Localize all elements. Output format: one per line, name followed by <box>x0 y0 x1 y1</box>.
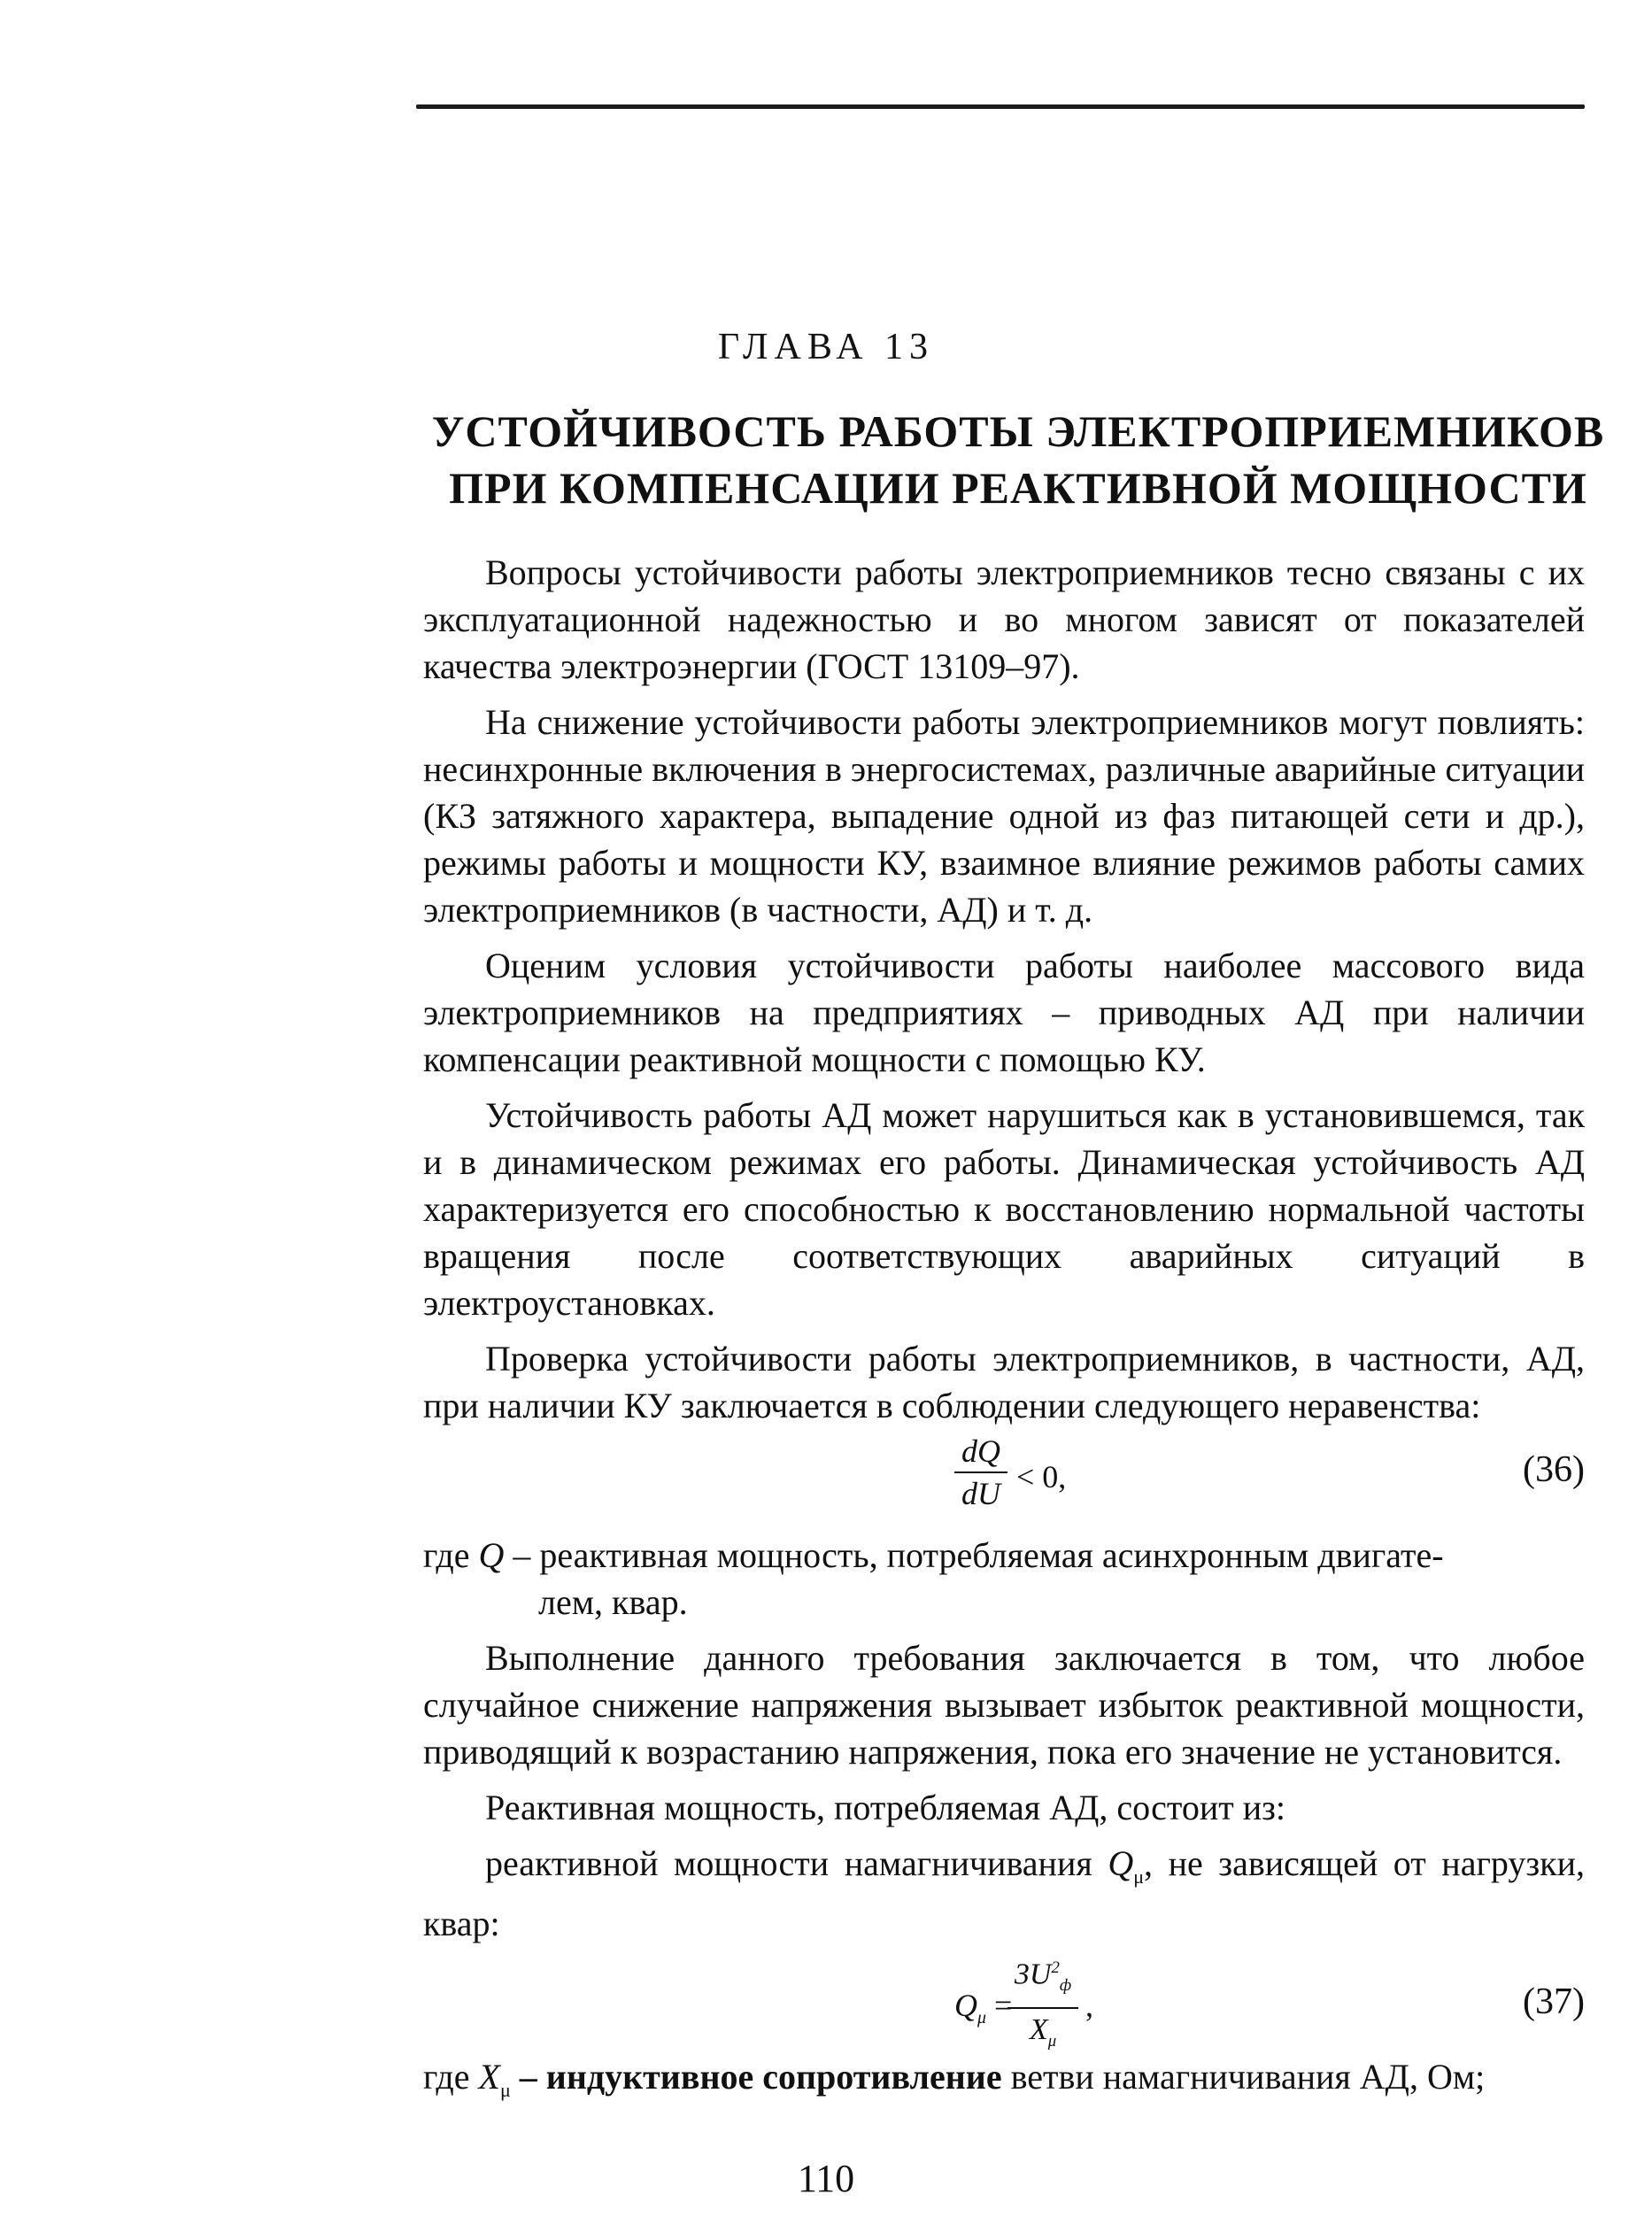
where-37-symbol: X <box>478 2057 500 2097</box>
q-mu-symbol: Q <box>1108 1843 1134 1883</box>
equation-36-fraction <box>954 1433 1007 1512</box>
equation-36 <box>423 1433 1585 1530</box>
chapter-title-line2: ПРИ КОМПЕНСАЦИИ РЕАКТИВНОЙ МОЩНОСТИ <box>449 463 1587 513</box>
equation-37 <box>423 1947 1585 2053</box>
paragraph-8-part2: , не зависящей от нагрузки, квар: <box>423 1843 1585 1943</box>
page-number: 110 <box>797 2157 855 2200</box>
body-text <box>423 549 1585 2113</box>
equation-37-equals: = <box>985 1988 1013 2023</box>
paragraph-2: На снижение устойчивости работы электроприемников могут повлиять: несинхронные включения в энергосистемах, различные аварийные ситуации (КЗ затяжного характера, выпадение одной из фаз питающей сети и др.), режимы работы и мощности КУ, взаимное влияние режимов работы самих электроприемников (в частности, АД) и т. д. <box>423 702 1585 930</box>
where-36 <box>423 1532 1585 1626</box>
equation-37-num-coef: 3U <box>1014 1958 1052 1991</box>
equation-37-den-symbol: X <box>1029 2013 1048 2047</box>
equation-37-lhs-symbol: Q <box>954 1988 977 2023</box>
equation-37-fraction <box>1007 1949 1078 2061</box>
paragraph-4: Устойчивость работы АД может нарушиться как в установившемся, так и в динамическом режимах его работы. Динамическая устойчивость АД характеризуется его способностью к восстановлению нормальной частоты вращения после соответствующих аварийных ситуаций в электроустановках. <box>423 1095 1585 1323</box>
paragraph-1: Вопросы устойчивости работы электроприемников тесно связаны с их эксплуатационной надежностью и во многом зависят от показателей качества электроэнергии (ГОСТ 13109–97). <box>423 552 1585 686</box>
equation-37-num-sup: 2 <box>1051 1958 1060 1977</box>
where-37-text-rest: ветви намагничивания АД, Ом; <box>1001 2057 1486 2097</box>
chapter-title-line1: УСТОЙЧИВОСТЬ РАБОТЫ ЭЛЕКТРОПРИЕМНИКОВ <box>431 406 1605 456</box>
equation-37-lhs-sub: μ <box>977 2008 986 2028</box>
where-36-symbol: Q <box>478 1535 505 1575</box>
paragraph-8-part1: реактивной мощности намагничивания <box>485 1843 1108 1883</box>
equation-37-den-sub: μ <box>1047 2031 1057 2051</box>
paragraph-6: Выполнение данного требования заключается в том, что любое случайное снижение напряжения вызывает избыток реактивной мощности, приводящий к возрастанию напряжения, пока его значение не установится. <box>423 1638 1585 1772</box>
paragraph-3: Оценим условия устойчивости работы наиболее массового вида электроприемников на предприятиях – приводных АД при наличии компенсации реактивной мощности с помощью КУ. <box>423 946 1585 1079</box>
equation-37-numerator <box>1007 1949 1078 2009</box>
paragraph-7: Реактивная мощность, потребляемая АД, состоит из: <box>485 1788 1286 1827</box>
where-37 <box>423 2053 1585 2113</box>
equation-37-number: (37) <box>1523 1981 1585 2022</box>
where-37-sub: μ <box>499 2079 511 2101</box>
paragraph-5: Проверка устойчивости работы электроприемников, в частности, АД, при наличии КУ заключается в соблюдении следующего неравенства: <box>423 1339 1585 1425</box>
where-36-text: – реактивная мощность, потребляемая асинхронным двигате- <box>504 1535 1444 1575</box>
equation-37-lhs <box>954 1982 1012 2042</box>
equation-37-denominator <box>1007 2009 1078 2061</box>
equation-36-denominator: dU <box>961 1476 1000 1511</box>
where-37-text-bold: – индуктивное сопротивление <box>510 2057 1002 2097</box>
equation-36-number: (36) <box>1523 1449 1585 1490</box>
equation-36-rhs: < 0, <box>1016 1459 1067 1495</box>
where-36-continuation: лем, квар. <box>538 1582 688 1622</box>
paragraph-8 <box>423 1840 1585 1947</box>
chapter-title <box>425 403 1611 516</box>
where-36-lead: где <box>423 1535 479 1575</box>
chapter-label: ГЛАВА 13 <box>717 327 935 367</box>
equation-36-numerator: dQ <box>954 1433 1007 1473</box>
equation-37-num-sub: ф <box>1059 1976 1072 1996</box>
q-mu-sub: μ <box>1133 1865 1145 1888</box>
equation-37-trailer: , <box>1085 1988 1093 2023</box>
where-37-lead: где <box>423 2057 479 2097</box>
top-rule <box>416 104 1585 109</box>
